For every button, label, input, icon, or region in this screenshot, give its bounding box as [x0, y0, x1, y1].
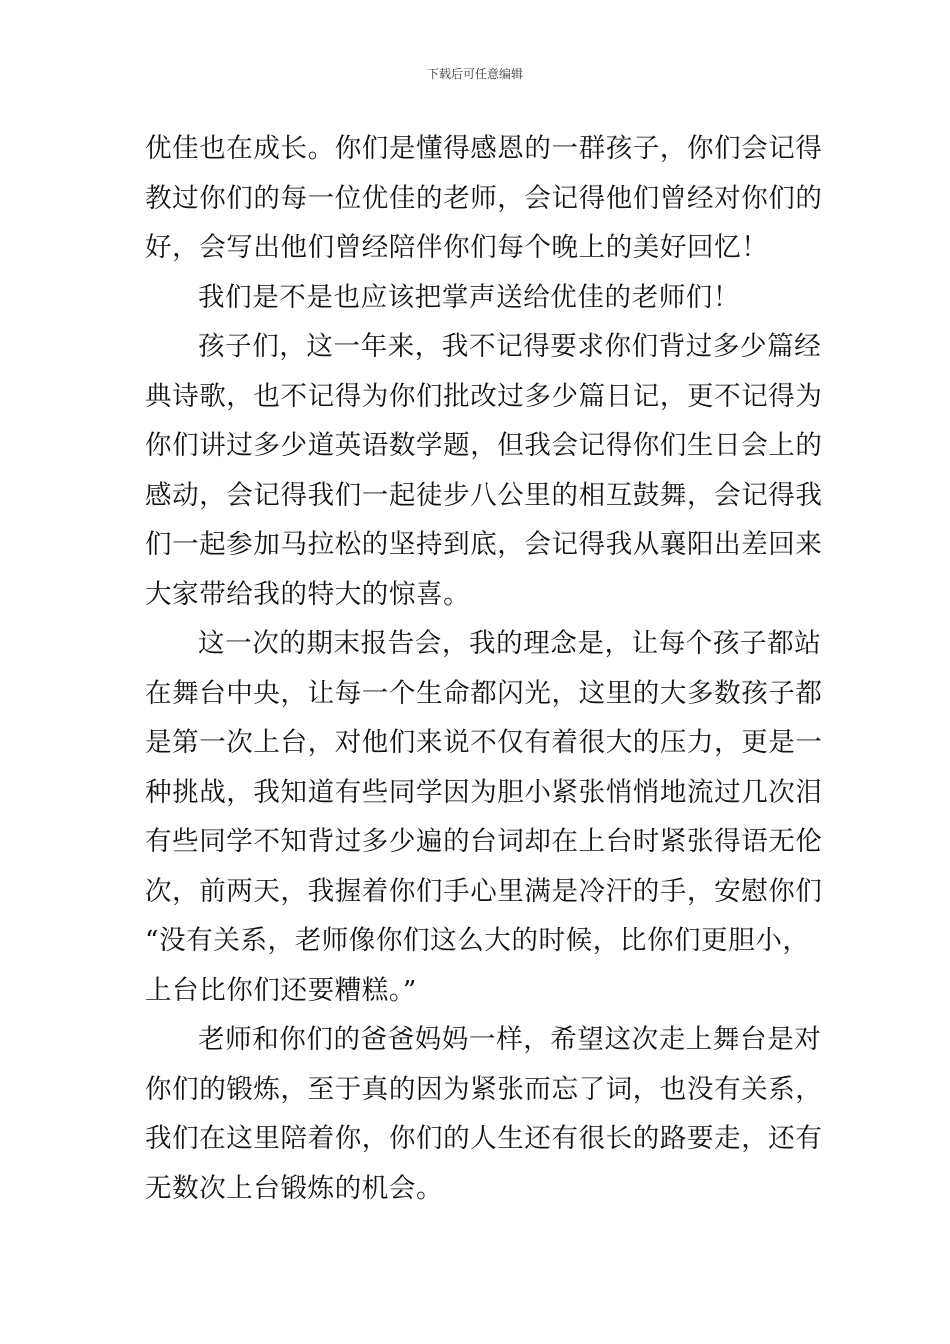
page-header: 下载后可任意编辑: [426, 67, 523, 81]
text-line: 感动，会记得我们一起徒步八公里的相互鼓舞，会记得我: [145, 479, 823, 511]
text-line: “没有关系，老师像你们这么大的时候，比你们更胆小，: [145, 925, 810, 956]
text-line: 次，前两天，我握着你们手心里满是冷汗的手，安慰你们: [145, 875, 823, 907]
text-line: 大家带给我的特大的惊喜。: [145, 578, 471, 610]
text-line: 上台比你们还要糟糕。”: [145, 974, 417, 1006]
text-line: 教过你们的每一位优佳的老师，会记得他们曾经对你们的: [145, 182, 823, 214]
text-line: 你们讲过多少道英语数学题，但我会记得你们生日会上的: [145, 430, 823, 461]
text-line: 种挑战，我知道有些同学因为胆小紧张悄悄地流过几次泪: [145, 776, 823, 808]
text-line: 无数次上台锻炼的机会。: [145, 1172, 444, 1204]
paragraph-start-line: 我们是不是也应该把掌声送给优佳的老师们！: [198, 281, 740, 313]
text-line: 典诗歌，也不记得为你们批改过多少篇日记，更不记得为: [145, 380, 823, 412]
text-line: 在舞台中央，让每一个生命都闪光，这里的大多数孩子都: [145, 677, 823, 709]
text-line: 有些同学不知背过多少遍的台词却在上台时紧张得语无伦: [145, 826, 823, 857]
text-line: 是第一次上台，对他们来说不仅有着很大的压力，更是一: [145, 727, 823, 758]
text-line: 好，会写出他们曾经陪伴你们每个晚上的美好回忆！: [145, 232, 769, 263]
paragraph-start-line: 孩子们，这一年来，我不记得要求你们背过多少篇经: [198, 331, 822, 362]
text-line: 优佳也在成长。你们是懂得感恩的一群孩子，你们会记得: [145, 133, 823, 164]
text-line: 你们的锻炼，至于真的因为紧张而忘了词，也没有关系，: [145, 1073, 823, 1105]
text-line: 我们在这里陪着你，你们的人生还有很长的路要走，还有: [145, 1123, 823, 1154]
text-line: 们一起参加马拉松的坚持到底，会记得我从襄阳出差回来: [145, 529, 823, 560]
paragraph-start-line: 这一次的期末报告会，我的理念是，让每个孩子都站: [198, 628, 822, 659]
document-body: [145, 124, 823, 1213]
paragraph-start-line: 老师和你们的爸爸妈妈一样，希望这次走上舞台是对: [198, 1024, 822, 1055]
